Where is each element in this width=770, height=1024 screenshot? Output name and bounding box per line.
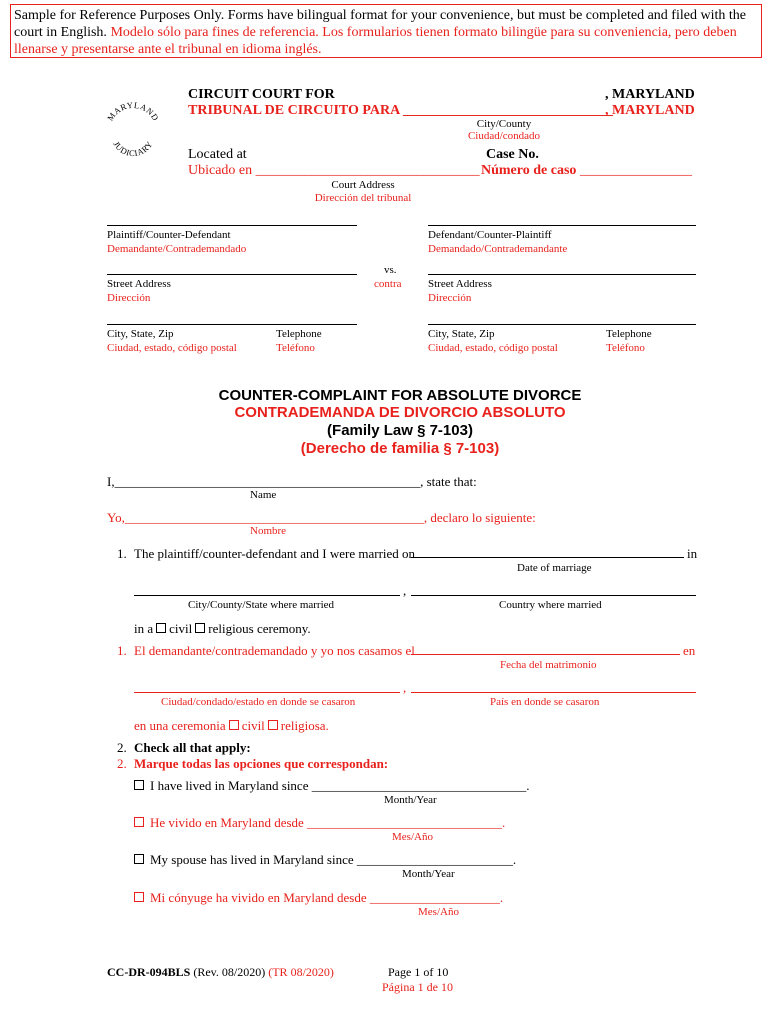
- marriage-date-label: Date of marriage: [517, 562, 592, 574]
- civil-label-es: civil: [241, 718, 265, 733]
- defendant-street-field[interactable]: [428, 274, 696, 275]
- civil-checkbox[interactable]: [156, 623, 166, 633]
- plaintiff-street-label-es: Dirección: [107, 292, 151, 304]
- residence-option-spouse-es: [134, 890, 503, 906]
- marriage-country-field-es[interactable]: [411, 692, 696, 693]
- court-address-label-es: Dirección del tribunal: [314, 192, 412, 204]
- disclaimer-english: Sample for Reference Purposes Only. Forms have bilingual format for your convenience, but must be completed and filed with the court in English.: [14, 8, 746, 40]
- marriage-country-field[interactable]: [411, 595, 696, 596]
- versus-label: vs.: [384, 264, 397, 276]
- marriage-date-field-es[interactable]: [411, 654, 680, 655]
- plaintiff-tel-label-es: Teléfono: [276, 342, 315, 354]
- item1-in: in: [687, 546, 698, 561]
- maryland-label-es: , MARYLAND: [605, 103, 695, 118]
- form-footer-id: [107, 965, 334, 980]
- page-number-es: Página 1 de 10: [382, 980, 453, 994]
- defendant-city-field[interactable]: [428, 324, 696, 325]
- city-county-label-es: Ciudad/condado: [467, 130, 541, 142]
- item2-heading: Check all that apply:: [134, 740, 251, 755]
- reference-disclaimer-banner: [10, 4, 762, 58]
- marriage-date-label-es: Fecha del matrimonio: [500, 659, 597, 671]
- item2-heading-es: Marque todas las opciones que correspondan:: [134, 756, 389, 771]
- item1-number: 1.: [117, 546, 127, 561]
- item1-comma-es: ,: [403, 680, 407, 695]
- form-translation-revision: (TR 08/2020): [268, 965, 334, 979]
- declarant-name-field-es[interactable]: Yo,______________________________________________, declaro lo siguiente:: [107, 510, 536, 525]
- form-title-en: COUNTER-COMPLAINT FOR ABSOLUTE DIVORCE: [218, 387, 582, 404]
- ceremony-line-es: [134, 718, 329, 734]
- plaintiff-tel-label: Telephone: [276, 328, 322, 340]
- defendant-city-label-es: Ciudad, estado, código postal: [428, 342, 558, 354]
- versus-label-es: contra: [374, 278, 402, 290]
- defendant-street-label: Street Address: [428, 278, 492, 290]
- item2-number-es: 2.: [117, 756, 127, 771]
- plaintiff-city-label: City, State, Zip: [107, 328, 174, 340]
- court-address-label: Court Address: [331, 179, 395, 191]
- case-number-field[interactable]: ________________: [580, 163, 692, 178]
- religious-checkbox[interactable]: [195, 623, 205, 633]
- court-label-en: CIRCUIT COURT FOR: [188, 87, 335, 102]
- plaintiff-street-label: Street Address: [107, 278, 171, 290]
- religious-label: religious ceremony.: [208, 621, 311, 636]
- defendant-street-label-es: Dirección: [428, 292, 472, 304]
- residence-self-checkbox[interactable]: [134, 780, 144, 790]
- maryland-label-en: , MARYLAND: [605, 87, 695, 102]
- marriage-place-label: City/County/State where married: [188, 599, 335, 611]
- name-label-es: Nombre: [250, 525, 287, 537]
- plaintiff-city-label-es: Ciudad, estado, código postal: [107, 342, 237, 354]
- defendant-label-es: Demandado/Contrademandante: [428, 243, 568, 255]
- item1-in-es: en: [683, 643, 696, 658]
- residence-option-spouse: [134, 852, 516, 868]
- plaintiff-street-field[interactable]: [107, 274, 357, 275]
- case-number-label: Case No.: [486, 147, 539, 162]
- residence-spouse-date-label-es: Mes/Año: [418, 906, 459, 918]
- item1-number-es: 1.: [117, 643, 127, 658]
- residence-spouse-checkbox[interactable]: [134, 854, 144, 864]
- civil-checkbox-es[interactable]: [229, 720, 239, 730]
- civil-label: civil: [169, 621, 193, 636]
- marriage-country-label: Country where married: [499, 599, 602, 611]
- court-label-es: TRIBUNAL DE CIRCUITO PARA ______________________________: [188, 103, 613, 118]
- page-number: Page 1 of 10: [388, 965, 449, 979]
- defendant-tel-label-es: Teléfono: [606, 342, 645, 354]
- item1-comma: ,: [403, 583, 407, 598]
- item1-text-es: El demandante/contrademandado y yo nos casamos el: [134, 643, 415, 658]
- plaintiff-label: Plaintiff/Counter-Defendant: [107, 229, 231, 241]
- defendant-name-field[interactable]: [428, 225, 696, 226]
- form-title-es: CONTRADEMANDA DE DIVORCIO ABSOLUTO: [234, 404, 566, 421]
- religious-label-es: religiosa.: [280, 718, 329, 733]
- case-number-label-es: Número de caso: [481, 163, 577, 178]
- marriage-place-label-es: Ciudad/condado/estado en donde se casaron: [161, 696, 356, 708]
- maryland-judiciary-seal: [102, 98, 164, 160]
- residence-spouse-text[interactable]: My spouse has lived in Maryland since ________________________.: [150, 852, 517, 867]
- plaintiff-label-es: Demandante/Contrademandado: [107, 243, 247, 255]
- residence-spouse-text-es[interactable]: Mi cónyuge ha vivido en Maryland desde ____________________.: [150, 890, 504, 905]
- name-label: Name: [250, 489, 277, 501]
- ceremony-line: [134, 621, 311, 637]
- located-at-field-es[interactable]: Ubicado en ________________________________: [188, 163, 480, 178]
- residence-option-self: [134, 778, 529, 794]
- item1-text: The plaintiff/counter-defendant and I were married on: [134, 546, 416, 561]
- law-reference-en: (Family Law § 7-103): [327, 422, 473, 439]
- defendant-tel-label: Telephone: [606, 328, 652, 340]
- defendant-label: Defendant/Counter-Plaintiff: [428, 229, 552, 241]
- residence-self-date-label: Month/Year: [384, 794, 437, 806]
- located-at-label: Located at: [188, 147, 247, 162]
- marriage-place-field-es[interactable]: [134, 692, 400, 693]
- ceremony-prefix-es: en una ceremonia: [134, 718, 226, 733]
- seal-bottom-text: JUDICIARY: [111, 139, 155, 159]
- law-reference-es: (Derecho de familia § 7-103): [300, 440, 500, 457]
- residence-self-text[interactable]: I have lived in Maryland since _________________________________.: [150, 778, 530, 793]
- plaintiff-name-field[interactable]: [107, 225, 357, 226]
- ceremony-prefix: in a: [134, 621, 154, 636]
- declarant-name-field[interactable]: I,_______________________________________________, state that:: [107, 474, 477, 489]
- residence-option-self-es: [134, 815, 505, 831]
- religious-checkbox-es[interactable]: [268, 720, 278, 730]
- seal-top-text: MARYLAND: [105, 99, 162, 123]
- city-county-label: City/County: [476, 118, 532, 130]
- form-revision: (Rev. 08/2020): [193, 965, 266, 979]
- disclaimer-spanish: Modelo sólo para fines de referencia. Los formularios tienen formato bilingüe para su conveniencia, pero deben llenarse y presentarse ante el tribunal en idioma inglés.: [14, 25, 737, 57]
- residence-self-checkbox-es[interactable]: [134, 817, 144, 827]
- residence-spouse-checkbox-es[interactable]: [134, 892, 144, 902]
- marriage-place-field[interactable]: [134, 595, 400, 596]
- svg-text:JUDICIARY: [111, 139, 154, 158]
- residence-spouse-date-label: Month/Year: [402, 868, 455, 880]
- residence-self-text-es[interactable]: He vivido en Maryland desde ______________________________.: [150, 815, 506, 830]
- marriage-date-field[interactable]: [411, 557, 684, 558]
- marriage-country-label-es: País en donde se casaron: [490, 696, 600, 708]
- svg-text:MARYLAND: [105, 100, 161, 123]
- item2-number: 2.: [117, 740, 127, 755]
- defendant-city-label: City, State, Zip: [428, 328, 495, 340]
- form-id: CC-DR-094BLS: [107, 965, 191, 979]
- plaintiff-city-field[interactable]: [107, 324, 357, 325]
- residence-self-date-label-es: Mes/Año: [392, 831, 433, 843]
